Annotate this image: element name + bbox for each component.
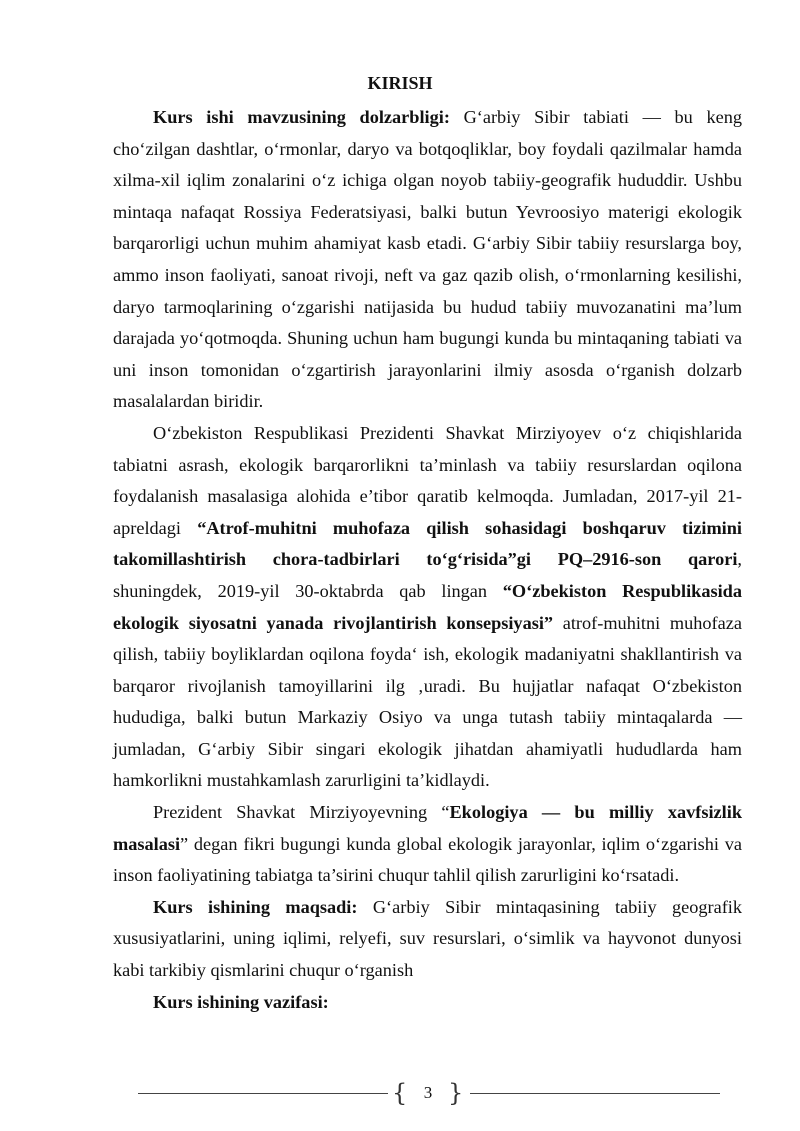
page-number: 3 bbox=[423, 1083, 433, 1102]
paragraph-president-decrees bbox=[113, 418, 742, 797]
decrees-text-3: atrof-muhitni muhofaza qilish, tabiiy boyliklardan oqilona foydа‘ ish, ekologik madaniyatni shakllantirish va barqaror rivojlanish tamoyillarini ilg ‚uradi. Bu hujjatlar nafaqat O‘zbekiston hududiga, balki butun Markaziy Osiyo va unga tutash tabiiy mintaqalarda — jumladan, G‘arbiy Sibir singari ekologik jihatdan ahamiyatli hududlarda ham hamkorlikni mustahkamlash zarurligini ta’kidlaydi. bbox=[113, 612, 742, 791]
paragraph-ecology-security bbox=[113, 797, 742, 892]
page-footer bbox=[0, 1077, 800, 1111]
goal-text: G‘arbiy Sibir mintaqasining tabiiy geografik xususiyatlarini, uning iqlimi, relyefi, suv resurslari, o‘simlik va hayvonot dunyosi kabi tarkibiy qismlarini chuqur o‘rganish bbox=[113, 896, 742, 981]
ecological-policy-concept-title: “O‘zbekiston Respublikasida ekologik siyosatni yanada rivojlantirish konsepsiyasi” bbox=[113, 580, 742, 633]
relevance-text: G‘arbiy Sibir tabiati — bu keng cho‘zilgan dashtlar, o‘rmonlar, daryo va botqoqliklar, boy foydali qazilmalar hamda xilma-xil iqlim zonalarini o‘z ichiga olgan noyob tabiiy-geografik hududdir. Ushbu mintaqa nafaqat Rossiya Federatsiyasi, balki butun Yevroosiyo materigi ekologik barqarorligi uchun muhim ahamiyat kasb etadi. G‘arbiy Sibir tabiiy resurslarga boy, ammo inson faoliyati, sanoat rivoji, neft va gaz qazib olish, o‘rmonlarning kesilishi, daryo tarmoqlarining o‘zgarishi natijasida bu hudud tabiiy muvozanatini ma’lum darajada yo‘qotmoqda. Shuning uchun ham bugungi kunda bu mintaqaning tabiati va uni inson tomonidan o‘zgartirish jarayonlarini ilmiy asosda o‘rganish dolzarb masalalardan biridir. bbox=[113, 107, 742, 412]
ecology-text-2: ” degan fikri bugungi kunda global ekologik jarayonlar, iqlim o‘zgarishi va inson faoliyatining tabiatga ta’sirini chuqur tahlil qilish zarurligini ko‘rsatadi. bbox=[113, 833, 742, 886]
paragraph-goal bbox=[113, 892, 742, 987]
ecology-quote: Ekologiya — bu milliy xavfsizlik masalasi bbox=[113, 802, 742, 854]
page-heading: KIRISH bbox=[367, 73, 433, 93]
goal-lead: Kurs ishining maqsadi: bbox=[153, 896, 358, 917]
footer-rule-left bbox=[138, 1093, 388, 1094]
tasks-lead: Kurs ishining vazifasi: bbox=[153, 991, 329, 1012]
ecology-text-1: Prezident Shavkat Mirziyoyevning “ bbox=[153, 802, 450, 823]
paragraph-relevance bbox=[113, 102, 742, 418]
left-brace-ornament: { bbox=[392, 1079, 408, 1107]
document-body bbox=[113, 102, 742, 1018]
footer-rule-right bbox=[470, 1093, 720, 1094]
decrees-text-1: O‘zbekiston Respublikasi Prezidenti Shavkat Mirziyoyev o‘z chiqishlarida tabiatni asrash, ekologik barqarorlikni ta’minlash va tabiiy resurslardan oqilona foydalanish masalasiga alohida e’tibor qaratib kelmoqda. Jumladan, 2017-yil 21-apreldagi bbox=[113, 422, 742, 538]
decree-pq-2916-title: “Atrof-muhitni muhofaza qilish sohasidagi boshqaruv tizimini takomillashtirish chora-tadbirlari to‘g‘risida”gi PQ–2916-son qarori bbox=[113, 517, 742, 570]
paragraph-tasks bbox=[113, 987, 742, 1019]
right-brace-ornament: } bbox=[448, 1079, 464, 1107]
relevance-lead: Kurs ishi mavzusining dolzarbligi: bbox=[153, 107, 450, 127]
decrees-text-2: , shuningdek, 2019-yil 30-oktabrda qab lingan bbox=[113, 549, 742, 601]
